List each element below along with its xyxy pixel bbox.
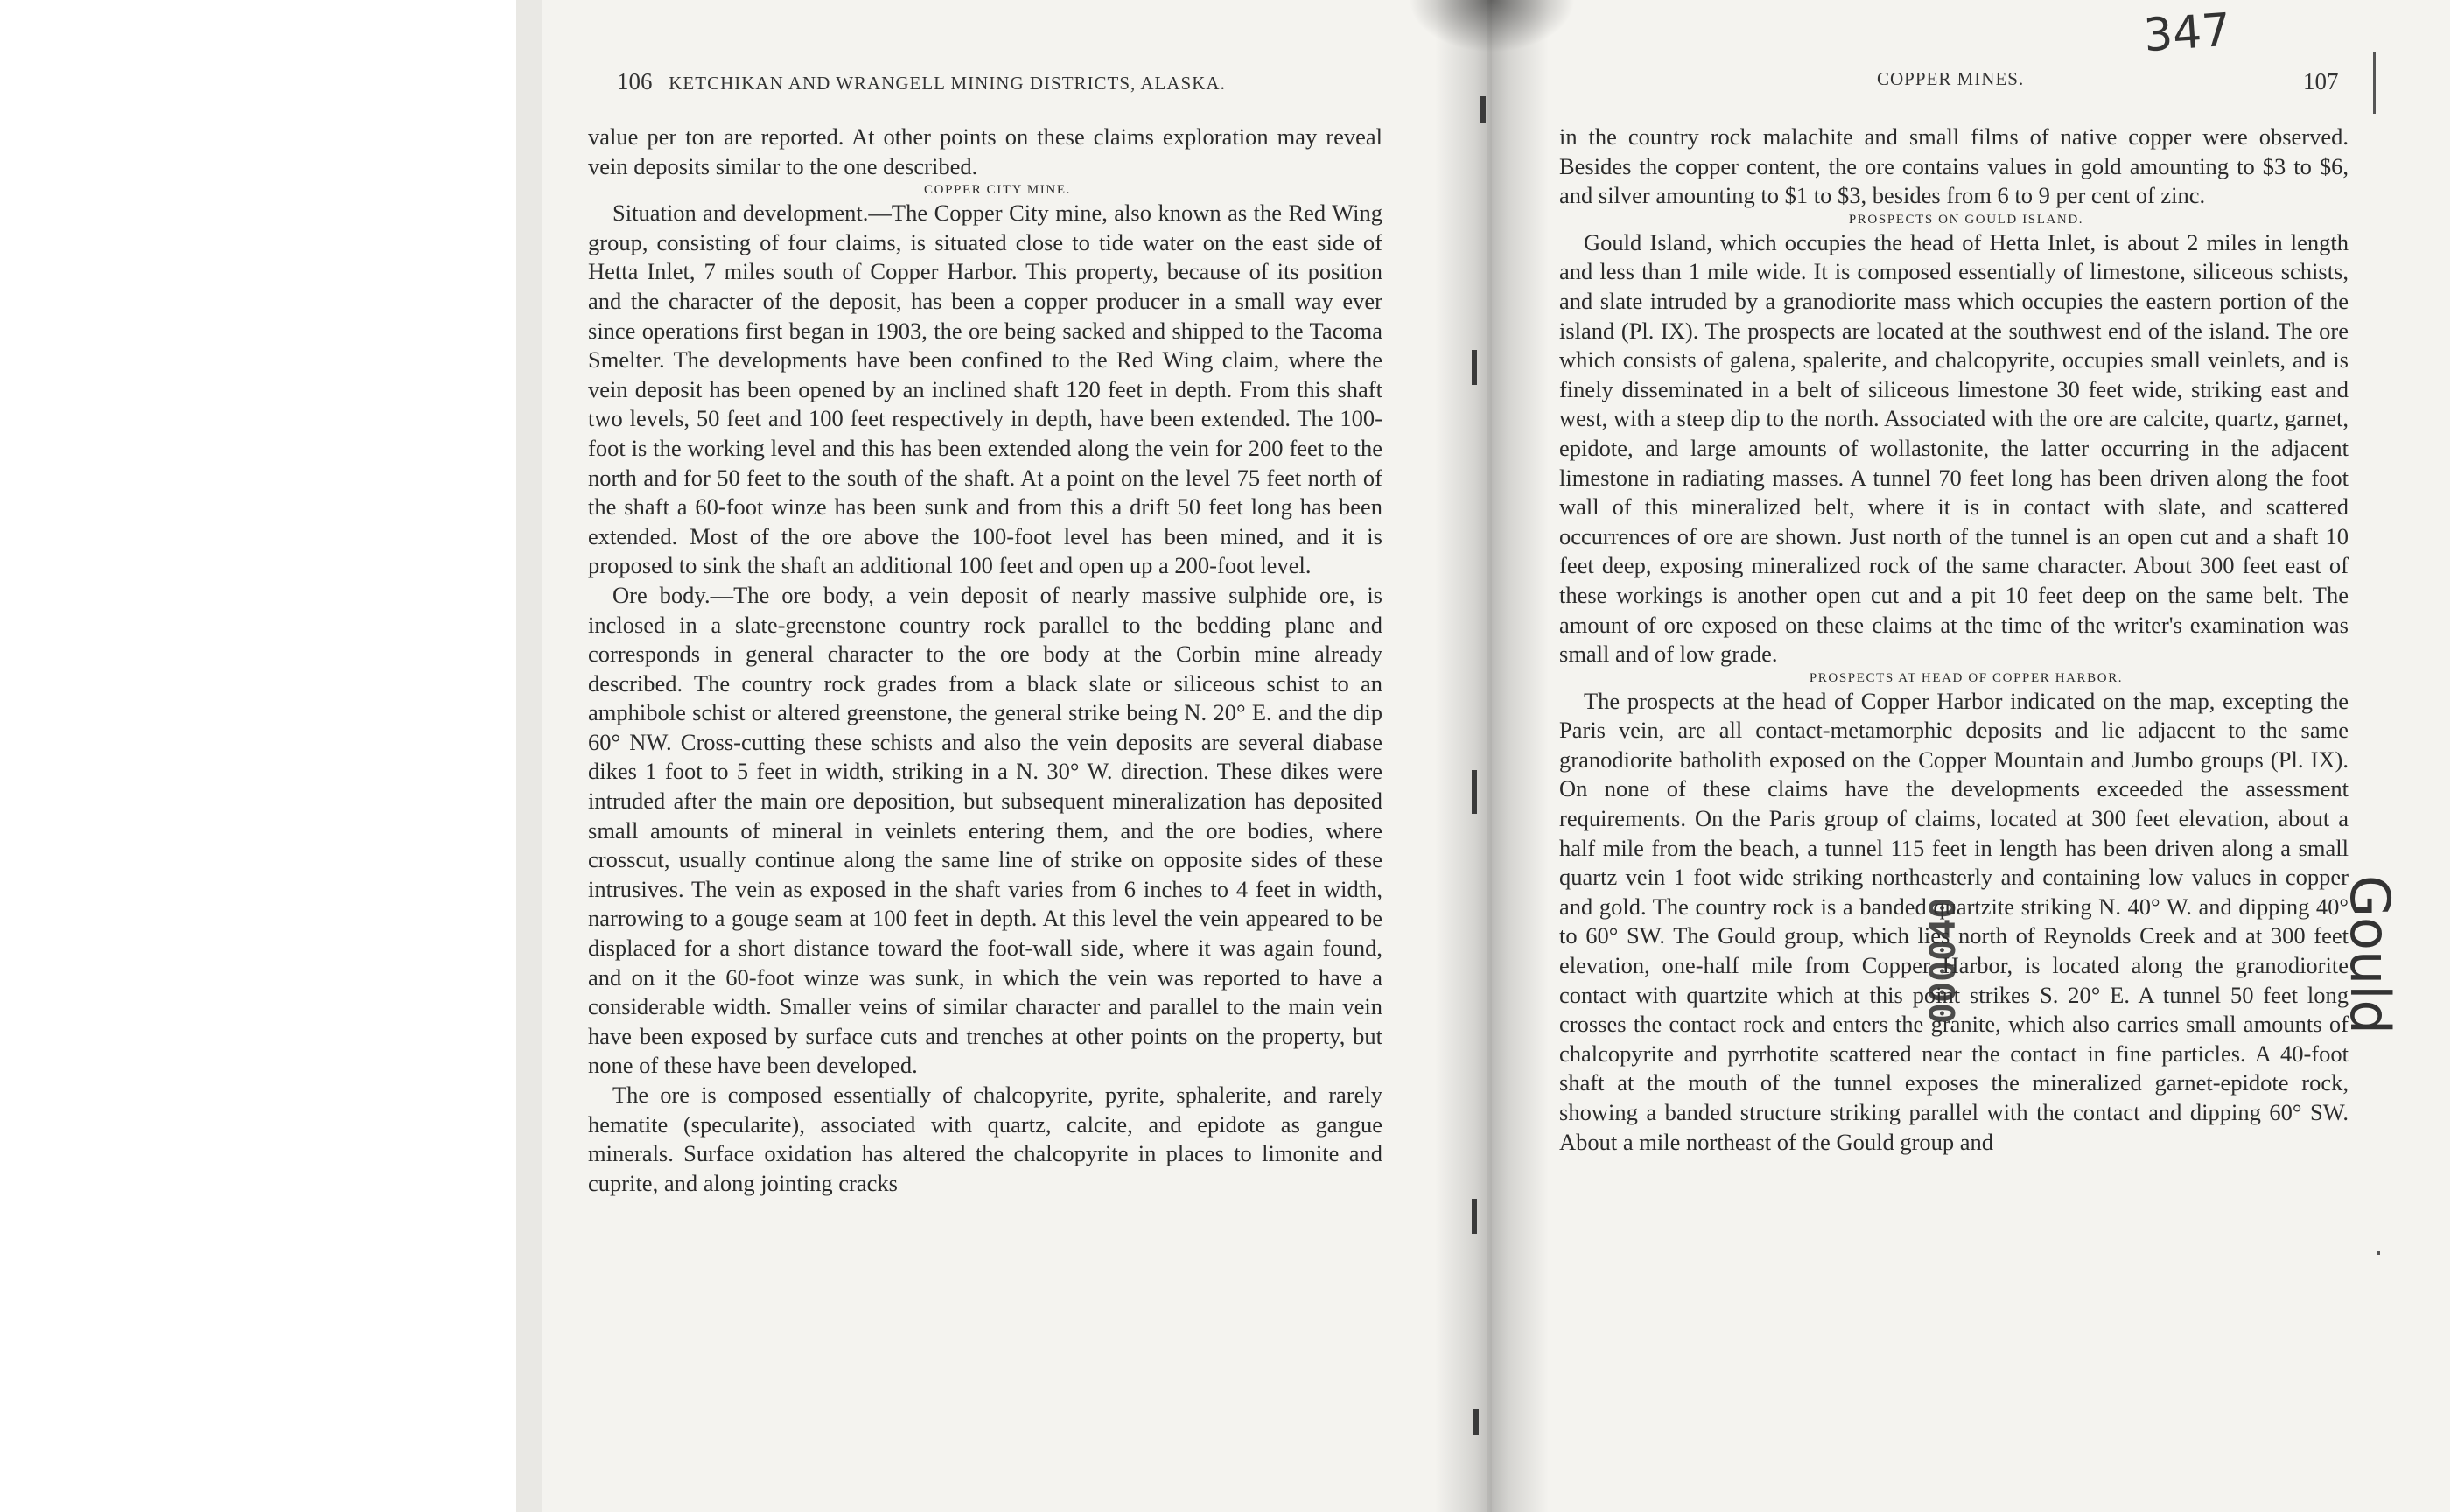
margin-mark xyxy=(2376,1251,2380,1255)
handwritten-margin-note: Gould xyxy=(2338,875,2402,1034)
gutter-shadow xyxy=(1409,0,1575,52)
margin-mark xyxy=(2373,52,2376,114)
book-gutter xyxy=(1435,0,1549,1512)
paragraph: value per ton are reported. At other points on these claims exploration may reveal vein deposits similar to the one described. xyxy=(588,123,1382,179)
section-heading: COPPER CITY MINE. xyxy=(924,183,1071,198)
paragraph: The prospects at the head of Copper Harbor indicated on the map, excepting the Paris vein, are all contact-metamorphic deposits and lie adjacent to the same granodiorite batholith exposed on the Copper Mountain and Jumbo groups (Pl. IX). On none of these claims have the developments exceeded the assessment requirements. On the Paris group of claims, located at 300 feet elevation, about a half mile from the beach, a tunnel 115 feet in length has been driven along a small quartz vein 1 foot wide striking northeasterly and containing low values in copper and gold. The country rock is a banded quartzite striking N. 40° W. and dipping 40° to 60° SW. The Gould group, which lies north of Reynolds Creek and at 300 feet elevation, one-half mile from Copper Harbor, is located along the granodiorite contact with quartzite which at this point strikes S. 20° E. A tunnel 50 feet long crosses the contact rock and enters the granite, which also carries small amounts of chalcopyrite and pyrrhotite scattered near the contact in fine particles. A 40-foot shaft at the mouth of the tunnel exposes the mineralized garnet-epidote rock, showing a banded structure striking parallel with the contact and dipping 60° SW. About a mile northeast of the Gould group and xyxy=(1559,687,2348,1155)
handwritten-folio-number: 347 xyxy=(2142,4,2233,63)
paragraph: in the country rock malachite and small films of native copper were observed. Besides the copper content, the ore contains values in gold amounting to $3 to $6, and silver amounting to $1 to $3, besides from 6 to 9 per cent of zinc. xyxy=(1559,123,2348,209)
binding-mark xyxy=(1472,350,1477,385)
section-heading: PROSPECTS ON GOULD ISLAND. xyxy=(1848,212,2084,227)
left-running-head xyxy=(617,68,1226,95)
left-running-title: KETCHIKAN AND WRANGELL MINING DISTRICTS, ALASKA. xyxy=(668,73,1226,94)
paragraph: Ore body.—The ore body, a vein deposit of nearly massive sulphide ore, is inclosed in a slate-greenstone country rock parallel to the bedding plane and corresponds in general character to the ore body at the Corbin mine already described. The country rock grades from a black slate or siliceous schist to an amphibole schist or altered greenstone, the general strike being N. 20° E. and the dip 60° NW. Cross-cutting these schists and also the vein deposits are several diabase dikes 1 foot to 5 feet in width, striking in a N. 30° W. direction. These dikes were intruded after the main ore deposition, but subsequent mineralization has deposited small amounts of mineral in veinlets entering them, and the ore bodies, where crosscut, usually continue along the same line of strike on opposite sides of these intrusives. The vein as exposed in the shaft varies from 6 inches to 4 feet in width, narrowing to a gouge seam at 100 feet in depth. At this level the vein appeared to be displaced for a short distance toward the foot-wall side, where it was again found, and on it the 60-foot winze was sunk, in which the vein was reported to have a considerable width. Smaller veins of similar character and parallel to the main vein have been exposed by surface cuts and trenches at other points on the property, but none of these have been developed. xyxy=(588,581,1382,1079)
binding-mark xyxy=(1472,1199,1477,1234)
paragraph: Gould Island, which occupies the head of Hetta Inlet, is about 2 miles in length and less than 1 mile wide. It is composed essentially of limestone, siliceous schists, and slate intruded by a granodiorite mass which occupies the eastern portion of the island (Pl. IX). The prospects are located at the southwest end of the island. The ore which consists of galena, spalerite, and chalcopyrite, occupies small veinlets, and is finely disseminated in a belt of siliceous limestone 30 feet wide, striking east and west, with a steep dip to the north. Associated with the ore are calcite, quartz, garnet, epidote, and large amounts of wollastonite, the latter occurring in the adjacent limestone in radiating masses. A tunnel 70 feet long has been driven along the foot wall of this mineralized belt, where it is in contact with slate, and scattered occurrences of ore are shown. Just north of the tunnel is an open cut and a shaft 10 feet deep, exposing mineralized rock of the same character. About 300 feet east of these workings is another open cut and a pit 10 feet deep on the same belt. The amount of ore exposed on these claims at the time of the writer's examination was small and of low grade. xyxy=(1559,228,2348,668)
right-page-number: 107 xyxy=(2303,68,2339,94)
paragraph: The ore is composed essentially of chalcopyrite, pyrite, sphalerite, and rarely hematite (specularite), associated with quartz, calcite, and epidote as gangue minerals. Surface oxidation has altered the chalcopyrite in places to limonite and cuprite, and along jointing cracks xyxy=(588,1082,1382,1196)
paragraph: Situation and development.—The Copper City mine, also known as the Red Wing group, consisting of four claims, is situated close to tide water on the east side of Hetta Inlet, 7 miles south of Copper Harbor. This property, because of its position and the character of the deposit, has been a copper producer in a small way ever since operations first began in 1903, the ore being sacked and shipped to the Tacoma Smelter. The developments have been confined to the Red Wing claim, where the vein deposit has been opened by an inclined shaft 120 feet in depth. From this shaft two levels, 50 feet and 100 feet respectively in depth, have been extended. The 100-foot is the working level and this has been extended along the vein for 200 feet to the north and for 50 feet to the south of the shaft. At a point on the level 75 feet north of the shaft a 60-foot winze has been sunk and from this a drift 50 feet long has been extended. Most of the ore above the 100-foot level has been mined, and it is proposed to sink the shaft an additional 100 feet and open up a 200-foot level. xyxy=(588,200,1382,579)
right-running-title: COPPER MINES. xyxy=(1877,68,2025,89)
left-page-body xyxy=(588,122,1382,1198)
stamped-number: 000040 xyxy=(1923,897,1964,1024)
right-page-number-wrap xyxy=(2303,68,2339,95)
binding-mark xyxy=(1480,96,1486,122)
binding-mark xyxy=(1472,770,1477,814)
left-page-number: 106 xyxy=(617,68,653,94)
section-heading: PROSPECTS AT HEAD OF COPPER HARBOR. xyxy=(1809,670,2124,685)
binding-mark xyxy=(1474,1409,1479,1435)
